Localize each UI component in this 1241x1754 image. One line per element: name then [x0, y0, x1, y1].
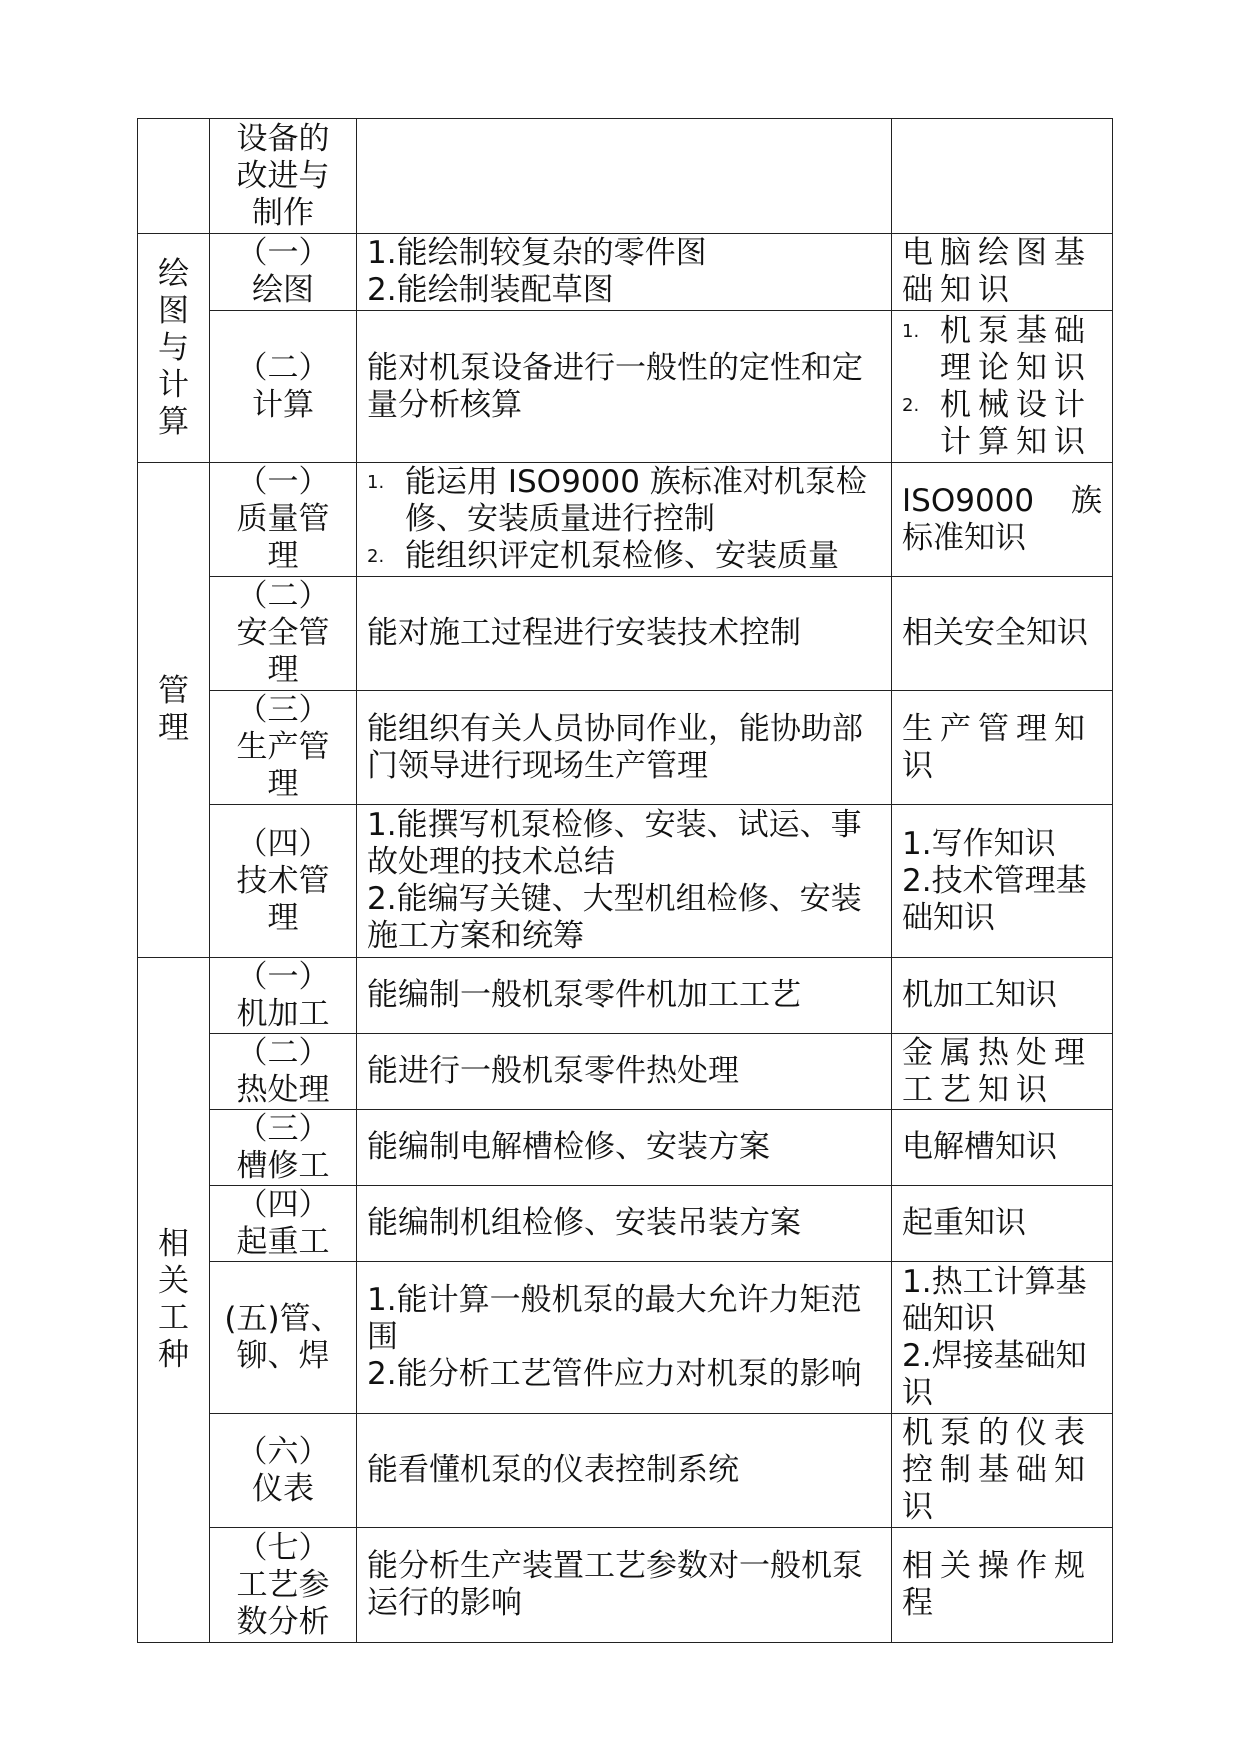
item-number: （二）	[236, 1034, 330, 1071]
item-name: 机加工	[236, 995, 330, 1032]
knowledge-line: 机泵基础理论知识	[940, 312, 1092, 386]
item-number: （一）	[236, 464, 330, 500]
table-row	[138, 1528, 1113, 1643]
skill-cell	[357, 691, 892, 805]
list-item	[902, 387, 1102, 461]
knowledge-cell	[892, 311, 1113, 463]
list-marker: 2.	[902, 394, 920, 416]
skill-cell	[357, 1528, 892, 1643]
skill-line: 能对机泵设备进行一般性的定性和定量分析核算	[367, 349, 863, 423]
item-number: （四）	[236, 825, 330, 862]
item-cell	[210, 311, 357, 463]
category-cell	[138, 463, 210, 958]
knowledge-cell	[892, 463, 1113, 577]
item-cell	[210, 577, 357, 691]
knowledge-line: ISO9000 族标准知识	[902, 482, 1102, 556]
skill-line: 能对施工过程进行安装技术控制	[367, 615, 801, 651]
knowledge-list	[902, 313, 1102, 461]
table-row	[138, 691, 1113, 805]
table-row	[138, 119, 1113, 234]
knowledge-cell	[892, 1262, 1113, 1414]
item-number: （四）	[236, 1186, 330, 1223]
knowledge-cell-empty	[892, 119, 1113, 234]
skill-line: 能分析生产装置工艺参数对一般机泵运行的影响	[367, 1548, 863, 1621]
skill-line: 1.能计算一般机泵的最大允许力矩范围	[367, 1282, 862, 1355]
skill-line: 能进行一般机泵零件热处理	[367, 1053, 739, 1089]
table-row	[138, 1186, 1113, 1262]
item-cell	[210, 805, 357, 958]
knowledge-line: 金属热处理工艺知识	[902, 1034, 1092, 1108]
knowledge-cell	[892, 958, 1113, 1034]
knowledge-line: 1.写作知识	[902, 825, 1056, 862]
skill-cell	[357, 805, 892, 958]
table-row	[138, 1414, 1113, 1528]
skill-line: 2.能绘制装配草图	[367, 272, 614, 308]
item-number: （一）	[236, 235, 330, 271]
knowledge-line: 2.焊接基础知识	[902, 1337, 1087, 1411]
knowledge-cell	[892, 805, 1113, 958]
skill-line: 能编制机组检修、安装吊装方案	[367, 1205, 801, 1241]
item-name: 工艺参数分析	[236, 1566, 330, 1640]
item-number: （七）	[236, 1529, 330, 1566]
item-number: （二）	[236, 578, 330, 614]
skill-list	[367, 464, 881, 575]
table-row	[138, 463, 1113, 577]
item-cell	[210, 1034, 357, 1110]
list-item	[367, 464, 881, 538]
category-label: 绘图与计算	[158, 255, 189, 440]
table-row	[138, 1110, 1113, 1186]
item-name: 生产管理	[236, 729, 330, 802]
skill-line: 能编制一般机泵零件机加工工艺	[367, 977, 801, 1013]
skill-cell	[357, 1034, 892, 1110]
item-name: 技术管理	[236, 862, 330, 936]
item-name: 槽修工	[236, 1147, 330, 1184]
item-name: 设备的改进与制作	[236, 120, 330, 231]
category-label: 相关工种	[158, 1226, 189, 1373]
list-marker: 1.	[902, 320, 920, 342]
knowledge-cell	[892, 1034, 1113, 1110]
category-cell-empty	[138, 119, 210, 234]
knowledge-line: 相关操作规程	[902, 1548, 1092, 1621]
item-number: (五)管、	[224, 1300, 342, 1337]
knowledge-cell	[892, 691, 1113, 805]
skill-line: 2.能分析工艺管件应力对机泵的影响	[367, 1356, 862, 1392]
table-row	[138, 805, 1113, 958]
skill-cell	[357, 1414, 892, 1528]
item-cell	[210, 463, 357, 577]
item-name: 仪表	[252, 1470, 314, 1507]
item-name: 铆、焊	[236, 1337, 330, 1374]
skill-line: 1.能撰写机泵检修、安装、试运、事故处理的技术总结	[367, 807, 862, 880]
knowledge-line: 机加工知识	[902, 977, 1057, 1013]
table-row	[138, 234, 1113, 311]
skill-cell	[357, 1186, 892, 1262]
item-name: 安全管理	[236, 615, 330, 688]
item-cell	[210, 119, 357, 234]
skill-cell	[357, 958, 892, 1034]
table-row	[138, 311, 1113, 463]
item-number: （三）	[236, 692, 330, 728]
skill-cell	[357, 234, 892, 311]
item-name: 起重工	[236, 1223, 330, 1260]
item-number: （二）	[236, 349, 330, 386]
item-name: 计算	[252, 386, 314, 423]
list-marker: 2.	[367, 546, 385, 567]
knowledge-cell	[892, 577, 1113, 691]
skill-standard-table	[137, 118, 1113, 1643]
knowledge-line: 生产管理知识	[902, 710, 1092, 784]
skill-cell	[357, 311, 892, 463]
skill-line: 能组织有关人员协同作业，能协助部门领导进行现场生产管理	[367, 710, 863, 784]
item-cell	[210, 1110, 357, 1186]
list-item	[902, 313, 1102, 387]
table-row	[138, 1262, 1113, 1414]
item-cell	[210, 1186, 357, 1262]
knowledge-cell	[892, 1110, 1113, 1186]
item-name: 质量管理	[236, 501, 330, 574]
skill-line: 能编制电解槽检修、安装方案	[367, 1129, 770, 1165]
item-number: （六）	[236, 1433, 330, 1470]
item-number: （三）	[236, 1110, 330, 1147]
knowledge-line: 电脑绘图基础知识	[902, 235, 1092, 308]
list-marker: 1.	[367, 472, 385, 493]
item-name: 热处理	[236, 1071, 330, 1108]
knowledge-line: 2.技术管理基础知识	[902, 862, 1087, 936]
skill-line: 能组织评定机泵检修、安装质量	[405, 538, 839, 574]
knowledge-cell	[892, 1414, 1113, 1528]
knowledge-line: 1.热工计算基础知识	[902, 1263, 1087, 1337]
category-cell	[138, 958, 210, 1643]
knowledge-cell	[892, 234, 1113, 311]
item-cell	[210, 691, 357, 805]
skill-cell	[357, 463, 892, 577]
table-row	[138, 577, 1113, 691]
skill-line: 能运用 ISO9000 族标准对机泵检修、安装质量进行控制	[405, 464, 867, 537]
skill-cell	[357, 1110, 892, 1186]
item-cell	[210, 1528, 357, 1643]
knowledge-line: 机泵的仪表控制基础知识	[902, 1415, 1092, 1525]
item-name: 绘图	[252, 272, 314, 308]
category-label: 管理	[158, 673, 189, 746]
knowledge-line: 起重知识	[902, 1205, 1026, 1241]
list-item	[367, 538, 881, 575]
knowledge-line: 相关安全知识	[902, 615, 1088, 651]
item-number: （一）	[236, 958, 330, 995]
knowledge-line: 电解槽知识	[902, 1129, 1057, 1165]
skill-line: 2.能编写关键、大型机组检修、安装施工方案和统筹	[367, 881, 862, 954]
table-row	[138, 958, 1113, 1034]
item-cell	[210, 234, 357, 311]
skill-line: 1.能绘制较复杂的零件图	[367, 235, 707, 271]
category-cell	[138, 234, 210, 463]
skill-cell	[357, 1262, 892, 1414]
item-cell	[210, 1414, 357, 1528]
knowledge-cell	[892, 1528, 1113, 1643]
item-cell	[210, 1262, 357, 1414]
skill-line: 能看懂机泵的仪表控制系统	[367, 1452, 739, 1488]
knowledge-line: 机械设计计算知识	[940, 386, 1092, 460]
skill-cell-empty	[357, 119, 892, 234]
skill-cell	[357, 577, 892, 691]
item-cell	[210, 958, 357, 1034]
table-row	[138, 1034, 1113, 1110]
knowledge-cell	[892, 1186, 1113, 1262]
